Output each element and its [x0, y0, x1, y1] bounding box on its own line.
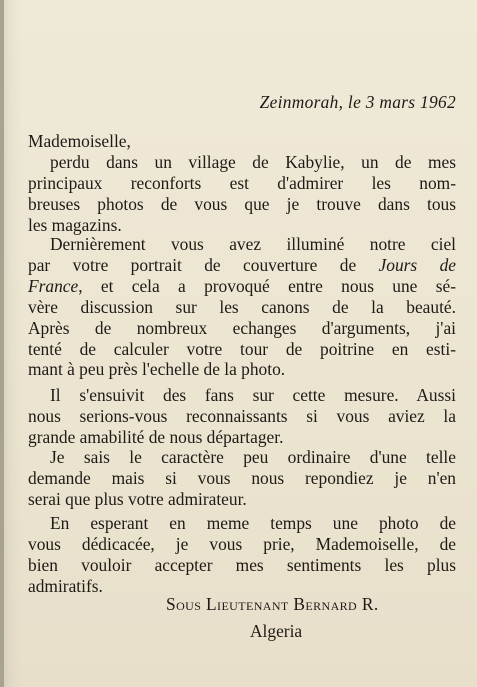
- paragraph-line: [28, 385, 456, 406]
- paragraph-line: [28, 513, 456, 534]
- paragraph-line: serai que plus votre admirateur.: [28, 488, 247, 509]
- paragraph-3: [28, 385, 456, 448]
- paragraph-4: [28, 447, 456, 510]
- magazine-title-part-2: France: [28, 275, 79, 296]
- line-text: , et cela a provoqué entre nous une sé-: [78, 275, 456, 296]
- paragraph-line: demande mais si vous nous repondiez je n'en: [28, 467, 456, 488]
- paragraph-line: vous dédicacée, je vous prie, Mademoiselle, de: [28, 533, 456, 554]
- paragraph-line: principaux reconforts est d'admirer les nom-: [28, 172, 456, 193]
- paragraph-line: vère discussion sur les canons de la beauté.: [28, 296, 456, 317]
- paragraph-line: grande amabilité de nous départager.: [28, 426, 284, 447]
- paragraph-line: [28, 447, 456, 468]
- letter-salutation: Mademoiselle,: [28, 131, 131, 151]
- paragraph-line: [28, 152, 456, 173]
- paragraph-line: [28, 276, 456, 297]
- paragraph-5: [28, 513, 456, 597]
- line-text: En esperant en meme temps une photo de: [50, 513, 456, 533]
- paragraph-line: [28, 255, 456, 276]
- line-text: Je sais le caractère peu ordinaire d'une telle: [50, 447, 456, 467]
- letter-signature: Sous Lieutenant Bernard R.: [166, 594, 379, 614]
- page-gutter-shadow: [0, 0, 4, 687]
- paragraph-line: Après de nombreux echanges d'arguments, j'ai: [28, 317, 456, 338]
- line-text: Il s'ensuivit des fans sur cette mesure. Aussi: [50, 385, 456, 405]
- paragraph-line: les magazins.: [28, 214, 122, 235]
- letter-dateline: Zeinmorah, le 3 mars 1962: [259, 92, 456, 112]
- paragraph-line: admiratifs.: [28, 575, 103, 596]
- paragraph-line: mant à peu près l'echelle de la photo.: [28, 359, 286, 380]
- paragraph-2: [28, 234, 456, 380]
- paragraph-line: [28, 234, 456, 255]
- paragraph-line: breuses photos de vous que je trouve dans tous: [28, 193, 456, 214]
- paragraph-line: tenté de calculer votre tour de poitrine en esti-: [28, 338, 456, 359]
- paragraph-line: bien vouloir accepter mes sentiments les plus: [28, 554, 456, 575]
- line-text: par votre portrait de couverture de: [28, 254, 357, 275]
- paragraph-line: nous serions-vous reconnaissants si vous aviez la: [28, 405, 456, 426]
- magazine-title-part-1: Jours de: [378, 254, 456, 275]
- line-text: Dernièrement vous avez illuminé notre ciel: [50, 234, 456, 254]
- paragraph-1: [28, 152, 456, 236]
- letter-place: Algeria: [250, 621, 303, 641]
- line-text: perdu dans un village de Kabylie, un de mes: [50, 152, 456, 172]
